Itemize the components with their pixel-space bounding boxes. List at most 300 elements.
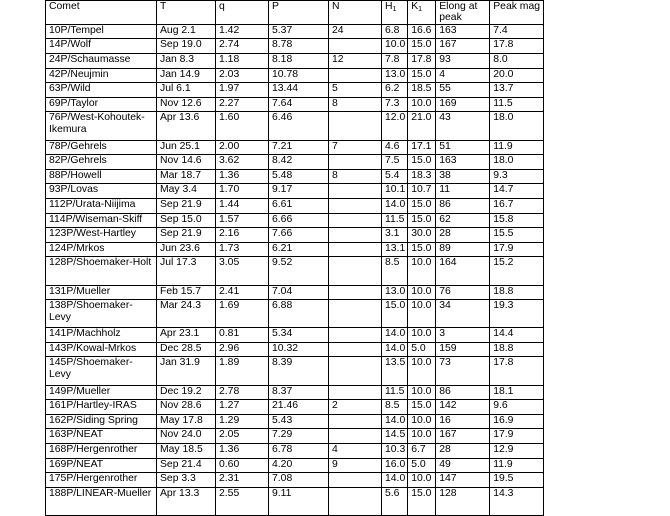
cell-peak-mag: 14.7 xyxy=(490,184,544,199)
cell-t: Nov 14.6 xyxy=(157,155,216,170)
cell-q: 0.81 xyxy=(216,328,269,343)
cell-elong: 49 xyxy=(436,458,490,473)
cell-k1: 18.3 xyxy=(408,169,436,184)
cell-p: 5.43 xyxy=(269,414,329,429)
cell-h1: 3.1 xyxy=(382,228,408,243)
cell-peak-mag: 16.9 xyxy=(490,414,544,429)
cell-h1: 4.6 xyxy=(382,140,408,155)
cell-h1: 5.6 xyxy=(382,487,408,515)
header-comet: Comet xyxy=(46,1,157,25)
table-row xyxy=(46,328,544,343)
cell-h1: 7.8 xyxy=(382,54,408,69)
cell-p: 8.18 xyxy=(269,54,329,69)
table-row xyxy=(46,257,544,285)
cell-n xyxy=(329,184,382,199)
cell-comet: 145P/Shoemaker-Levy xyxy=(46,357,157,385)
cell-p: 8.37 xyxy=(269,385,329,400)
cell-comet: 76P/West-Kohoutek-Ikemura xyxy=(46,112,157,140)
cell-h1: 12.0 xyxy=(382,112,408,140)
cell-n: 9 xyxy=(329,458,382,473)
cell-k1: 30.0 xyxy=(408,228,436,243)
cell-comet: 168P/Hergenrother xyxy=(46,444,157,459)
cell-comet: 163P/NEAT xyxy=(46,429,157,444)
cell-h1: 14.0 xyxy=(382,473,408,488)
cell-h1: 16.0 xyxy=(382,458,408,473)
cell-t: Sep 21.9 xyxy=(157,198,216,213)
cell-n xyxy=(329,112,382,140)
cell-p: 6.78 xyxy=(269,444,329,459)
cell-k1: 5.0 xyxy=(408,342,436,357)
cell-t: Jul 17.3 xyxy=(157,257,216,285)
cell-peak-mag: 15.5 xyxy=(490,228,544,243)
cell-elong: 163 xyxy=(436,24,490,39)
cell-n xyxy=(329,242,382,257)
cell-k1: 18.5 xyxy=(408,83,436,98)
cell-k1: 10.0 xyxy=(408,414,436,429)
cell-k1: 5.0 xyxy=(408,458,436,473)
cell-peak-mag: 17.8 xyxy=(490,39,544,54)
table-row xyxy=(46,487,544,515)
cell-peak-mag: 15.2 xyxy=(490,257,544,285)
cell-p: 6.46 xyxy=(269,112,329,140)
table-row xyxy=(46,400,544,415)
cell-q: 2.16 xyxy=(216,228,269,243)
cell-q: 1.97 xyxy=(216,83,269,98)
cell-q: 1.29 xyxy=(216,414,269,429)
cell-elong: 62 xyxy=(436,213,490,228)
cell-peak-mag: 8.0 xyxy=(490,54,544,69)
cell-p: 6.21 xyxy=(269,242,329,257)
cell-q: 1.36 xyxy=(216,169,269,184)
cell-q: 3.05 xyxy=(216,257,269,285)
cell-peak-mag: 7.4 xyxy=(490,24,544,39)
cell-comet: 10P/Tempel xyxy=(46,24,157,39)
header-h1 xyxy=(382,1,408,25)
cell-n xyxy=(329,198,382,213)
cell-n xyxy=(329,155,382,170)
cell-q: 1.89 xyxy=(216,357,269,385)
cell-t: Sep 21.4 xyxy=(157,458,216,473)
cell-peak-mag: 14.4 xyxy=(490,328,544,343)
cell-q: 1.18 xyxy=(216,54,269,69)
cell-comet: 88P/Howell xyxy=(46,169,157,184)
cell-comet: 161P/Hartley-IRAS xyxy=(46,400,157,415)
cell-peak-mag: 11.5 xyxy=(490,97,544,112)
cell-k1: 15.0 xyxy=(408,198,436,213)
cell-comet: 162P/Siding Spring xyxy=(46,414,157,429)
cell-k1: 15.0 xyxy=(408,155,436,170)
cell-elong: 169 xyxy=(436,97,490,112)
cell-q: 1.73 xyxy=(216,242,269,257)
cell-elong: 167 xyxy=(436,429,490,444)
table-row xyxy=(46,24,544,39)
cell-p: 7.64 xyxy=(269,97,329,112)
cell-peak-mag: 17.9 xyxy=(490,429,544,444)
cell-q: 1.42 xyxy=(216,24,269,39)
cell-comet: 175P/Hergenrother xyxy=(46,473,157,488)
cell-t: Aug 2.1 xyxy=(157,24,216,39)
cell-p: 10.32 xyxy=(269,342,329,357)
cell-h1: 15.0 xyxy=(382,300,408,328)
table-row xyxy=(46,285,544,300)
cell-k1: 10.0 xyxy=(408,385,436,400)
cell-peak-mag: 13.7 xyxy=(490,83,544,98)
cell-t: Dec 28.5 xyxy=(157,342,216,357)
cell-elong: 164 xyxy=(436,257,490,285)
cell-p: 6.61 xyxy=(269,198,329,213)
cell-n xyxy=(329,257,382,285)
cell-t: Nov 12.6 xyxy=(157,97,216,112)
cell-comet: 188P/LINEAR-Mueller xyxy=(46,487,157,515)
table-row xyxy=(46,444,544,459)
cell-n: 5 xyxy=(329,83,382,98)
cell-q: 2.31 xyxy=(216,473,269,488)
cell-k1: 10.0 xyxy=(408,285,436,300)
cell-t: May 17.8 xyxy=(157,414,216,429)
table-row xyxy=(46,300,544,328)
cell-elong: 86 xyxy=(436,198,490,213)
cell-h1: 13.5 xyxy=(382,357,408,385)
cell-p: 7.29 xyxy=(269,429,329,444)
cell-h1: 14.0 xyxy=(382,414,408,429)
cell-elong: 163 xyxy=(436,155,490,170)
cell-k1: 16.6 xyxy=(408,24,436,39)
cell-t: Mar 18.7 xyxy=(157,169,216,184)
header-peak-mag: Peak mag xyxy=(490,1,544,25)
table-row xyxy=(46,414,544,429)
cell-h1: 10.3 xyxy=(382,444,408,459)
cell-n: 8 xyxy=(329,97,382,112)
cell-n xyxy=(329,68,382,83)
cell-k1: 15.0 xyxy=(408,39,436,54)
cell-p: 13.44 xyxy=(269,83,329,98)
cell-peak-mag: 19.5 xyxy=(490,473,544,488)
table-row xyxy=(46,83,544,98)
cell-k1: 10.0 xyxy=(408,429,436,444)
cell-n: 24 xyxy=(329,24,382,39)
cell-elong: 38 xyxy=(436,169,490,184)
cell-k1: 15.0 xyxy=(408,487,436,515)
cell-n: 4 xyxy=(329,444,382,459)
cell-comet: 114P/Wiseman-Skiff xyxy=(46,213,157,228)
cell-q: 1.60 xyxy=(216,112,269,140)
cell-n xyxy=(329,213,382,228)
cell-n: 12 xyxy=(329,54,382,69)
cell-peak-mag: 20.0 xyxy=(490,68,544,83)
cell-p: 9.52 xyxy=(269,257,329,285)
cell-comet: 24P/Schaumasse xyxy=(46,54,157,69)
cell-q: 2.27 xyxy=(216,97,269,112)
cell-comet: 149P/Mueller xyxy=(46,385,157,400)
cell-peak-mag: 9.3 xyxy=(490,169,544,184)
cell-n xyxy=(329,385,382,400)
cell-n xyxy=(329,228,382,243)
cell-q: 1.36 xyxy=(216,444,269,459)
cell-n xyxy=(329,39,382,54)
cell-p: 9.17 xyxy=(269,184,329,199)
table-row xyxy=(46,39,544,54)
cell-elong: 28 xyxy=(436,228,490,243)
cell-comet: 63P/Wild xyxy=(46,83,157,98)
cell-k1: 17.1 xyxy=(408,140,436,155)
cell-elong: 43 xyxy=(436,112,490,140)
cell-comet: 42P/Neujmin xyxy=(46,68,157,83)
cell-q: 2.00 xyxy=(216,140,269,155)
cell-q: 2.78 xyxy=(216,385,269,400)
cell-h1: 7.5 xyxy=(382,155,408,170)
cell-comet: 169P/NEAT xyxy=(46,458,157,473)
header-row xyxy=(46,1,544,25)
table-row xyxy=(46,198,544,213)
cell-t: Apr 13.6 xyxy=(157,112,216,140)
cell-comet: 123P/West-Hartley xyxy=(46,228,157,243)
cell-p: 10.78 xyxy=(269,68,329,83)
cell-q: 1.70 xyxy=(216,184,269,199)
table-row xyxy=(46,213,544,228)
cell-n xyxy=(329,285,382,300)
cell-t: Apr 23.1 xyxy=(157,328,216,343)
cell-k1: 6.7 xyxy=(408,444,436,459)
table-row xyxy=(46,155,544,170)
cell-comet: 93P/Lovas xyxy=(46,184,157,199)
cell-t: Jun 25.1 xyxy=(157,140,216,155)
header-k1-sub: 1 xyxy=(418,6,423,13)
cell-comet: 14P/Wolf xyxy=(46,39,157,54)
table-row xyxy=(46,228,544,243)
cell-p: 6.88 xyxy=(269,300,329,328)
header-elong: Elong at peak xyxy=(436,1,490,25)
cell-comet: 138P/Shoemaker-Levy xyxy=(46,300,157,328)
cell-elong: 147 xyxy=(436,473,490,488)
cell-peak-mag: 15.8 xyxy=(490,213,544,228)
cell-elong: 167 xyxy=(436,39,490,54)
cell-t: Dec 19.2 xyxy=(157,385,216,400)
header-q: q xyxy=(216,1,269,25)
cell-peak-mag: 11.9 xyxy=(490,458,544,473)
cell-elong: 128 xyxy=(436,487,490,515)
cell-k1: 15.0 xyxy=(408,68,436,83)
cell-elong: 73 xyxy=(436,357,490,385)
cell-p: 4.20 xyxy=(269,458,329,473)
cell-h1: 6.2 xyxy=(382,83,408,98)
cell-peak-mag: 18.1 xyxy=(490,385,544,400)
table-row xyxy=(46,68,544,83)
cell-k1: 21.0 xyxy=(408,112,436,140)
cell-p: 6.66 xyxy=(269,213,329,228)
cell-n: 2 xyxy=(329,400,382,415)
cell-q: 1.69 xyxy=(216,300,269,328)
cell-p: 5.34 xyxy=(269,328,329,343)
cell-p: 7.04 xyxy=(269,285,329,300)
cell-t: Jan 31.9 xyxy=(157,357,216,385)
table-row xyxy=(46,112,544,140)
cell-n xyxy=(329,429,382,444)
cell-h1: 5.4 xyxy=(382,169,408,184)
cell-q: 2.41 xyxy=(216,285,269,300)
cell-k1: 10.0 xyxy=(408,257,436,285)
cell-p: 5.48 xyxy=(269,169,329,184)
cell-h1: 14.0 xyxy=(382,342,408,357)
cell-peak-mag: 12.9 xyxy=(490,444,544,459)
cell-peak-mag: 18.0 xyxy=(490,112,544,140)
cell-k1: 10.0 xyxy=(408,300,436,328)
table-row xyxy=(46,54,544,69)
cell-t: Jan 14.9 xyxy=(157,68,216,83)
cell-peak-mag: 11.9 xyxy=(490,140,544,155)
cell-h1: 7.3 xyxy=(382,97,408,112)
cell-q: 3.62 xyxy=(216,155,269,170)
cell-t: Jun 23.6 xyxy=(157,242,216,257)
cell-comet: 124P/Mrkos xyxy=(46,242,157,257)
table-row xyxy=(46,458,544,473)
table-row xyxy=(46,184,544,199)
cell-n: 8 xyxy=(329,169,382,184)
cell-t: Feb 15.7 xyxy=(157,285,216,300)
cell-elong: 76 xyxy=(436,285,490,300)
table-row xyxy=(46,140,544,155)
cell-h1: 14.5 xyxy=(382,429,408,444)
cell-peak-mag: 16.7 xyxy=(490,198,544,213)
header-p: P xyxy=(269,1,329,25)
cell-h1: 13.1 xyxy=(382,242,408,257)
cell-h1: 8.5 xyxy=(382,257,408,285)
cell-p: 7.21 xyxy=(269,140,329,155)
cell-peak-mag: 14.3 xyxy=(490,487,544,515)
cell-t: Sep 19.0 xyxy=(157,39,216,54)
cell-n xyxy=(329,342,382,357)
cell-peak-mag: 9.6 xyxy=(490,400,544,415)
cell-t: Jul 6.1 xyxy=(157,83,216,98)
cell-q: 2.03 xyxy=(216,68,269,83)
cell-comet: 82P/Gehrels xyxy=(46,155,157,170)
cell-q: 1.44 xyxy=(216,198,269,213)
cell-t: Nov 24.0 xyxy=(157,429,216,444)
cell-t: Mar 24.3 xyxy=(157,300,216,328)
cell-peak-mag: 18.8 xyxy=(490,342,544,357)
cell-k1: 10.7 xyxy=(408,184,436,199)
cell-elong: 142 xyxy=(436,400,490,415)
cell-q: 1.27 xyxy=(216,400,269,415)
cell-k1: 10.0 xyxy=(408,97,436,112)
cell-p: 8.39 xyxy=(269,357,329,385)
cell-h1: 13.0 xyxy=(382,285,408,300)
cell-elong: 11 xyxy=(436,184,490,199)
header-k1 xyxy=(408,1,436,25)
cell-h1: 14.0 xyxy=(382,328,408,343)
cell-h1: 10.1 xyxy=(382,184,408,199)
cell-h1: 10.0 xyxy=(382,39,408,54)
cell-elong: 3 xyxy=(436,328,490,343)
cell-q: 2.96 xyxy=(216,342,269,357)
cell-n xyxy=(329,487,382,515)
cell-elong: 89 xyxy=(436,242,490,257)
cell-peak-mag: 18.8 xyxy=(490,285,544,300)
cell-comet: 141P/Machholz xyxy=(46,328,157,343)
header-h1-main: H xyxy=(385,1,393,12)
cell-p: 21.46 xyxy=(269,400,329,415)
cell-h1: 11.5 xyxy=(382,213,408,228)
cell-t: Sep 15.0 xyxy=(157,213,216,228)
cell-p: 8.42 xyxy=(269,155,329,170)
cell-comet: 143P/Kowal-Mrkos xyxy=(46,342,157,357)
cell-elong: 16 xyxy=(436,414,490,429)
cell-peak-mag: 19.3 xyxy=(490,300,544,328)
cell-elong: 159 xyxy=(436,342,490,357)
cell-t: May 3.4 xyxy=(157,184,216,199)
cell-k1: 10.0 xyxy=(408,357,436,385)
cell-t: Apr 13.3 xyxy=(157,487,216,515)
cell-elong: 93 xyxy=(436,54,490,69)
cell-peak-mag: 17.8 xyxy=(490,357,544,385)
cell-t: Nov 28.6 xyxy=(157,400,216,415)
cell-elong: 4 xyxy=(436,68,490,83)
cell-p: 8.78 xyxy=(269,39,329,54)
comet-table xyxy=(45,0,544,516)
table-row xyxy=(46,429,544,444)
cell-k1: 10.0 xyxy=(408,473,436,488)
cell-n xyxy=(329,357,382,385)
table-row xyxy=(46,342,544,357)
cell-t: Sep 3.3 xyxy=(157,473,216,488)
table-row xyxy=(46,169,544,184)
cell-k1: 15.0 xyxy=(408,400,436,415)
cell-q: 2.05 xyxy=(216,429,269,444)
cell-t: Sep 21.9 xyxy=(157,228,216,243)
cell-n xyxy=(329,473,382,488)
cell-k1: 15.0 xyxy=(408,213,436,228)
header-h1-sub: 1 xyxy=(392,6,397,13)
cell-elong: 55 xyxy=(436,83,490,98)
cell-comet: 78P/Gehrels xyxy=(46,140,157,155)
table-row xyxy=(46,97,544,112)
cell-p: 7.08 xyxy=(269,473,329,488)
cell-q: 1.57 xyxy=(216,213,269,228)
header-k1-main: K xyxy=(411,1,419,12)
cell-h1: 13.0 xyxy=(382,68,408,83)
table-row xyxy=(46,357,544,385)
cell-n: 7 xyxy=(329,140,382,155)
cell-p: 5.37 xyxy=(269,24,329,39)
header-t: T xyxy=(157,1,216,25)
cell-elong: 28 xyxy=(436,444,490,459)
cell-comet: 131P/Mueller xyxy=(46,285,157,300)
cell-p: 9.11 xyxy=(269,487,329,515)
cell-t: Jan 8.3 xyxy=(157,54,216,69)
cell-peak-mag: 17.9 xyxy=(490,242,544,257)
cell-h1: 14.0 xyxy=(382,198,408,213)
cell-q: 2.74 xyxy=(216,39,269,54)
cell-comet: 128P/Shoemaker-Holt xyxy=(46,257,157,285)
cell-p: 7.66 xyxy=(269,228,329,243)
cell-k1: 10.0 xyxy=(408,328,436,343)
cell-peak-mag: 18.0 xyxy=(490,155,544,170)
cell-q: 0.60 xyxy=(216,458,269,473)
cell-t: May 18.5 xyxy=(157,444,216,459)
cell-n xyxy=(329,414,382,429)
cell-elong: 51 xyxy=(436,140,490,155)
cell-comet: 69P/Taylor xyxy=(46,97,157,112)
cell-k1: 17.8 xyxy=(408,54,436,69)
cell-comet: 112P/Urata-Niijima xyxy=(46,198,157,213)
cell-n xyxy=(329,328,382,343)
table-row xyxy=(46,242,544,257)
cell-h1: 8.5 xyxy=(382,400,408,415)
header-n: N xyxy=(329,1,382,25)
cell-elong: 86 xyxy=(436,385,490,400)
cell-n xyxy=(329,300,382,328)
table-row xyxy=(46,385,544,400)
cell-q: 2.55 xyxy=(216,487,269,515)
